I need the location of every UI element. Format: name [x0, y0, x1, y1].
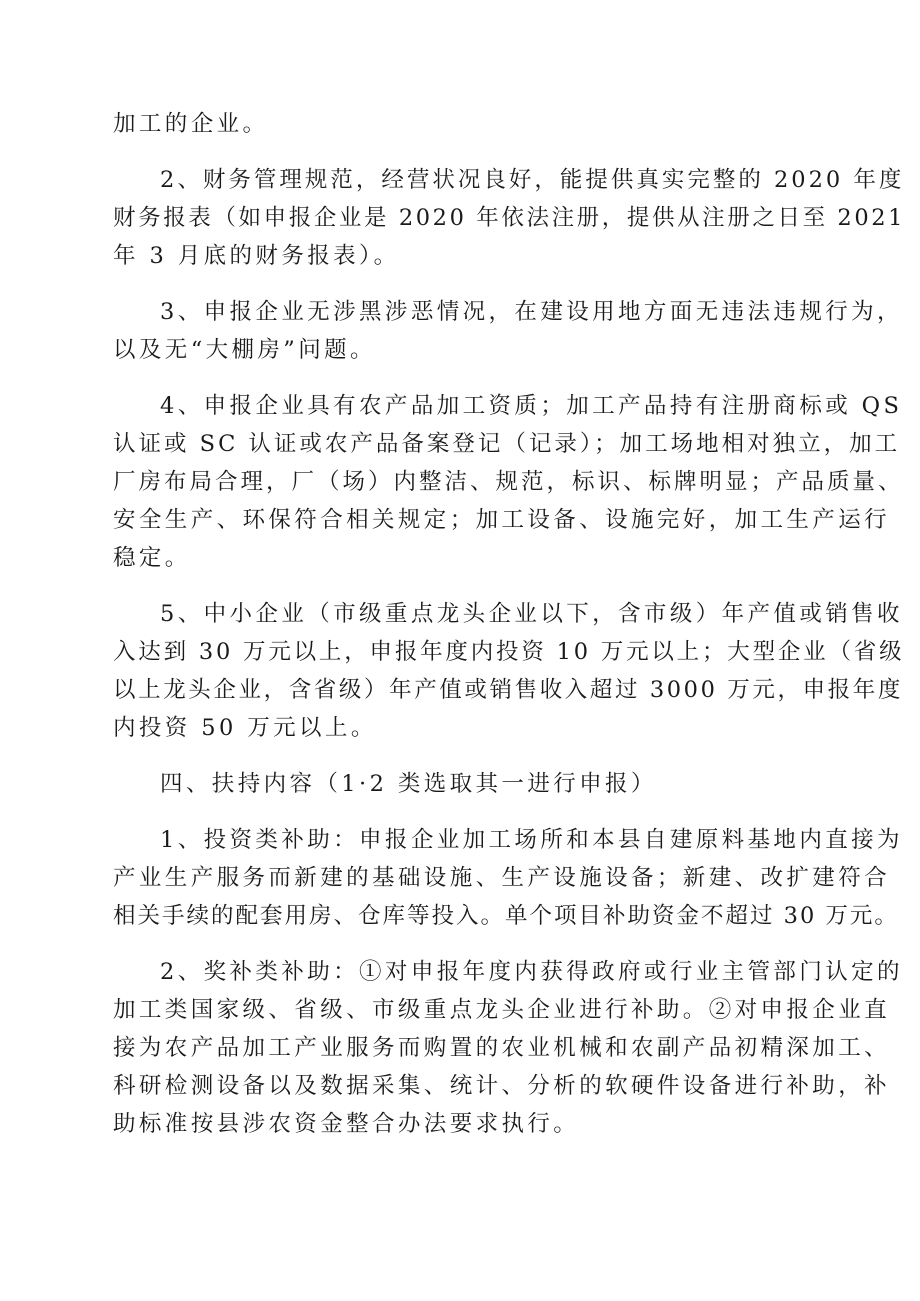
text-line: 以上龙头企业，含省级）年产值或销售收入超过 3000 万元，申报年度 — [113, 677, 903, 703]
text-line: 财务报表（如申报企业是 2020 年依法注册，提供从注册之日至 2021 — [113, 205, 906, 231]
text-line: 3、申报企业无涉黑涉恶情况，在建设用地方面无违法违规行为， — [160, 299, 903, 325]
text-line: 5、中小企业（市级重点龙头企业以下，含市级）年产值或销售收 — [160, 601, 903, 627]
text-line: 年 3 月底的财务报表）。 — [113, 243, 400, 269]
text-line: 产业生产服务而新建的基础设施、生产设施设备；新建、改扩建符合 — [113, 865, 891, 891]
text-line: 接为农产品加工产业服务而购置的农业机械和农副产品初精深加工、 — [113, 1035, 891, 1061]
text-line: 2、财务管理规范，经营状况良好，能提供真实完整的 2020 年度 — [160, 167, 905, 193]
text-line: 相关手续的配套用房、仓库等投入。单个项目补助资金不超过 30 万元。 — [113, 903, 899, 929]
text-line: 厂房布局合理，厂（场）内整洁、规范，标识、标牌明显；产品质量、 — [113, 469, 904, 495]
text-line: 内投资 50 万元以上。 — [113, 715, 377, 741]
text-line: 稳定。 — [113, 545, 191, 571]
text-line: 认证或 SC 认证或农产品备案登记（记录）；加工场地相对独立，加工 — [113, 431, 901, 457]
section-heading: 四、扶持内容（1·2 类选取其一进行申报） — [160, 771, 657, 797]
text-line: 加工的企业。 — [113, 111, 269, 137]
text-line: 科研检测设备以及数据采集、统计、分析的软硬件设备进行补助，补 — [113, 1073, 891, 1099]
text-line: 4、申报企业具有农产品加工资质；加工产品持有注册商标或 QS — [160, 393, 903, 419]
text-line: 以及无“大棚房”问题。 — [113, 337, 376, 363]
text-line: 助标准按县涉农资金整合办法要求执行。 — [113, 1111, 580, 1137]
text-line: 1、投资类补助：申报企业加工场所和本县自建原料基地内直接为 — [160, 827, 903, 853]
text-line: 安全生产、环保符合相关规定；加工设备、设施完好，加工生产运行 — [113, 507, 891, 533]
text-line: 加工类国家级、省级、市级重点龙头企业进行补助。②对申报企业直 — [113, 997, 891, 1023]
text-line: 2、奖补类补助：①对申报年度内获得政府或行业主管部门认定的 — [160, 959, 903, 985]
text-line: 入达到 30 万元以上，申报年度内投资 10 万元以上；大型企业（省级 — [113, 639, 905, 665]
